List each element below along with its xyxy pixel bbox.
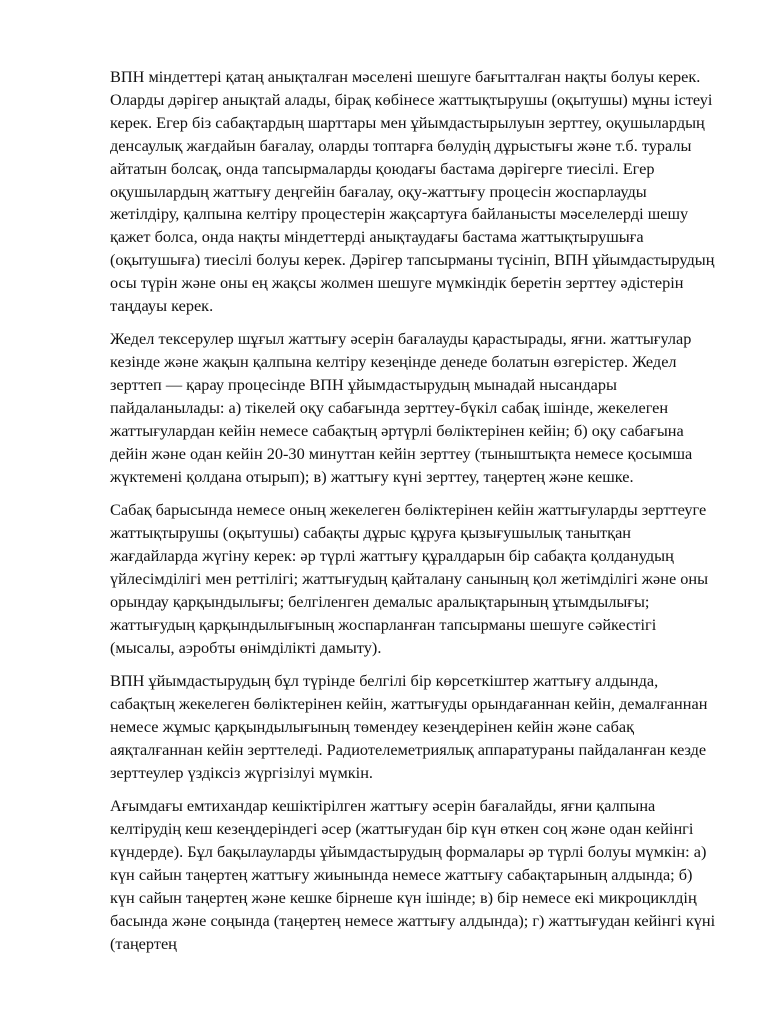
paragraph-operative-examinations: Жедел тексерулер шұғыл жаттығу әсерін бағалауды қарастырады, яғни. жаттығулар кезінде және жақын қалпына келтіру кезеңінде денеде болатын өзгерістер. Жедел зерттеп — қарау процесінде ВПН ұйымдастырудың мынадай нысандары пайдаланылады: а) тікелей оқу сабағында зерттеу-бүкіл сабақ ішінде, жекелеген жаттығулардан кейін немесе сабақтың әртүрлі бөліктерінен кейін; б) оқу сабағына дейін және одан кейін 20-30 минуттан кейін зерттеу (тыныштықта немесе қосымша жүктемені қолдана отырып); в) жаттығу күні зерттеу, таңертең және кешке. <box>110 329 693 486</box>
paragraph-lesson-research: Сабақ барысында немесе оның жекелеген бөліктерінен кейін жаттығуларды зерттеуге жаттықтырушы (оқытушы) сабақты дұрыс құруға қызығушылық танытқан жағдайларда жүгіну керек: әр түрлі жаттығу құралдарын бір сабақта қолданудың үйлесімділігі мен реттілігі; жаттығудың қайталану санының қол жетімділігі және оны орындау қарқындылығы; белгіленген демалыс аралықтарының ұтымдылығы; жаттығудың қарқындылығының жоспарланған тапсырманы шешуге сәйкестігі (мысалы, аэробты өнімділікті дамыту). <box>110 500 709 657</box>
paragraph-vpn-tasks: ВПН міндеттері қатаң анықталған мәселені шешуге бағытталған нақты болуы керек. Оларды дәрігер анықтай алады, бірақ көбінесе жаттықтырушы (оқытушы) мұны істеуі керек. Егер біз сабақтардың шарттары мен ұйымдастырылуын зерттеу, оқушылардың денсаулық жағдайын бағалау, оларды топтарға бөлудің дұрыстығы және т.б. туралы айтатын болсақ, онда тапсырмаларды қоюдағы бастама дәрігерге тиесілі. Егер оқушылардың жаттығу деңгейін бағалау, оқу-жаттығу процесін жоспарлауды жетілдіру, қалпына келтіру процестерін жақсартуға байланысты мәселелерді шешу қажет болса, онда нақты міндеттерді анықтаудағы бастама жаттықтырушыға (оқытушыға) тиесілі болуы керек. Дәрігер тапсырманы түсініп, ВПН ұйымдастырудың осы түрін және оны ең жақсы жолмен шешуге мүмкіндік беретін зерттеу әдістерін таңдауы керек. <box>110 67 715 316</box>
paragraph-indicators: ВПН ұйымдастырудың бұл түрінде белгілі бір көрсеткіштер жаттығу алдында, сабақтың жекелеген бөліктерінен кейін, жаттығуды орындағаннан кейін, демалғаннан немесе жұмыс қарқындылығының төмендеу кезеңдерінен кейін және сабақ аяқталғаннан кейін зерттеледі. Радиотелеметриялық аппаратураны пайдаланған кезде зерттеулер үздіксіз жүргізілуі мүмкін. <box>110 671 708 782</box>
document-page <box>110 66 716 966</box>
paragraph-current-examinations: Ағымдағы емтихандар кешіктірілген жаттығу әсерін бағалайды, яғни қалпына келтірудің кеш кезеңдеріндегі әсер (жаттығудан бір күн өткен соң және одан кейінгі күндерде). Бұл бақылауларды ұйымдастырудың формалары әр түрлі болуы мүмкін: а) күн сайын таңертең жаттығу жиынында немесе жаттығу сабақтарының алдында; б) күн сайын таңертең және кешке бірнеше күн ішінде; в) бір немесе екі микроциклдің басында және соңында (таңертең немесе жаттығу алдында); г) жаттығудан кейінгі күні (таңертең <box>110 796 716 953</box>
